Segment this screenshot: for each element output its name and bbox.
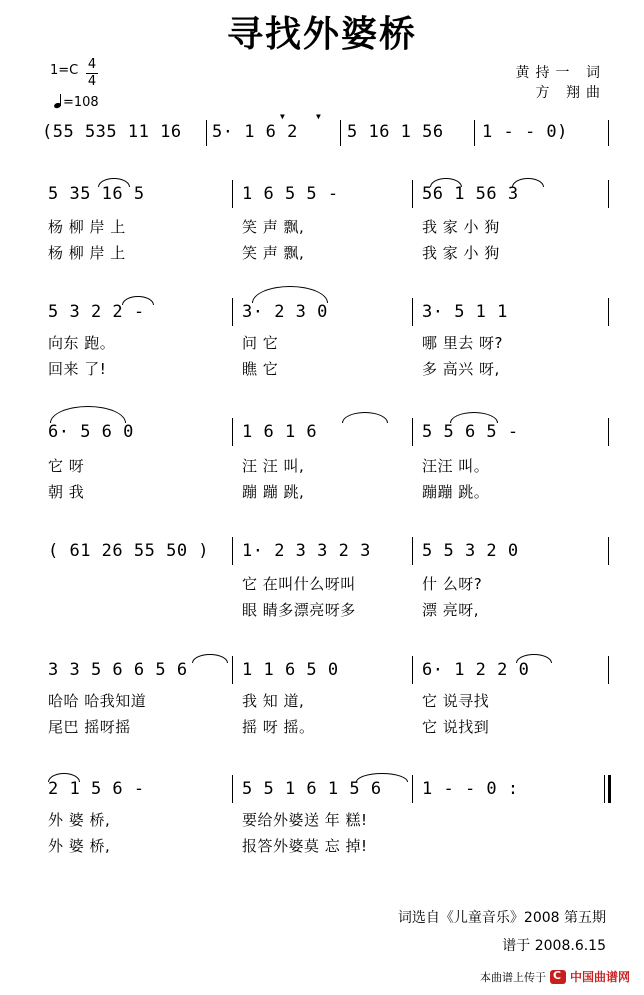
lyric-phrase: 它 呀 (48, 457, 85, 475)
barline (608, 537, 609, 565)
lyric-phrase: 它 在叫什么呀叫 (242, 575, 356, 593)
slur (516, 654, 552, 663)
site-logo-icon (550, 970, 566, 984)
measure: 1· 2 3 3 2 3 (242, 541, 371, 561)
lyric-phrase: 回来 了! (48, 360, 107, 378)
key-signature: 1=C (50, 63, 79, 78)
slur (512, 178, 544, 187)
lyric-phrase: 哈哈 哈我知道 (48, 692, 147, 710)
lyric-phrase: 漂 亮呀, (422, 601, 480, 619)
lyric-phrase: 笑 声 飘, (242, 218, 305, 236)
barline (412, 180, 413, 208)
measure: 1 6 1 6 (242, 422, 318, 442)
notation-line-2 (42, 184, 612, 206)
measure: 5 16 1 56 (347, 122, 444, 142)
measure: 1 6 5 5 - (242, 184, 339, 204)
slur (98, 178, 130, 187)
lyric-phrase: 杨 柳 岸 上 (48, 218, 126, 236)
lyric-phrase: 尾巴 摇呀摇 (48, 718, 131, 736)
barline (412, 418, 413, 446)
lyric-phrase: 蹦蹦 跳。 (422, 483, 490, 501)
measure: 5· 1 6 2 (212, 122, 298, 142)
barline (232, 775, 233, 803)
time-signature (86, 58, 98, 89)
notation-line-7 (42, 779, 612, 801)
measure: 5 3 2 2 - (48, 302, 145, 322)
lyric-phrase: 问 它 (242, 334, 279, 352)
slur (252, 286, 328, 303)
barline (232, 418, 233, 446)
measure: 3 3 5 6 6 5 6 (48, 660, 188, 680)
slur (50, 406, 126, 423)
barline (608, 298, 609, 326)
notation-line-4 (42, 422, 612, 444)
barline (232, 537, 233, 565)
lyric-phrase: 要给外婆送 年 糕! (242, 811, 368, 829)
measure: 1 - - 0 : (422, 779, 519, 799)
measure: 3· 2 3 0 (242, 302, 328, 322)
upload-text: 本曲谱上传于 (479, 970, 546, 984)
slur (192, 654, 228, 663)
barline (608, 120, 609, 146)
measure: 5 35 16 5 (48, 184, 145, 204)
barline (608, 180, 609, 208)
barline (608, 656, 609, 684)
song-title: 寻找外婆桥 (226, 14, 417, 55)
barline (232, 298, 233, 326)
lyric-phrase: 杨 柳 岸 上 (48, 244, 126, 262)
tempo-marking (54, 94, 99, 110)
barline (340, 120, 341, 146)
barline (412, 775, 413, 803)
lyric-phrase: 汪汪 叫。 (422, 457, 490, 475)
lyric-phrase: 它 说找到 (422, 718, 490, 736)
lyric-phrase: 摇 呀 摇。 (242, 718, 315, 736)
accent-mark: ▼ (280, 112, 286, 121)
lyric-phrase: 报答外婆莫 忘 掉! (242, 837, 368, 855)
lyric-phrase: 蹦 蹦 跳, (242, 483, 305, 501)
measure: 5 5 1 6 1 5 6 (242, 779, 382, 799)
lyric-phrase: 哪 里去 呀? (422, 334, 503, 352)
lyric-phrase: 瞧 它 (242, 360, 279, 378)
measure: ( 61 26 55 50 ) (48, 541, 210, 561)
notation-line-1 (42, 112, 612, 144)
time-sig-bottom: 4 (87, 74, 97, 89)
lyric-phrase: 我 家 小 狗 (422, 244, 500, 262)
slur (356, 773, 408, 782)
source-note: 词选自《儿童音乐》2008 第五期 (397, 910, 606, 926)
site-footer (480, 968, 630, 985)
time-sig-top: 4 (87, 57, 97, 72)
lyric-phrase: 什 么呀? (422, 575, 483, 593)
measure: 1 1 6 5 0 (242, 660, 339, 680)
slur (342, 412, 388, 423)
lyric-phrase: 笑 声 飘, (242, 244, 305, 262)
repeat-barline-thick (608, 775, 611, 803)
lyric-phrase: 外 婆 桥, (48, 837, 111, 855)
site-name[interactable]: 中国曲谱网 (569, 970, 630, 984)
measure: 3· 5 1 1 (422, 302, 508, 322)
lyric-phrase: 朝 我 (48, 483, 85, 501)
quarter-note-icon (54, 94, 63, 108)
lyricist-credit: 黄持一 词 (515, 65, 606, 81)
slur (122, 296, 154, 305)
tempo-value: =108 (63, 95, 99, 110)
measure: 56 1 56 3 (422, 184, 519, 204)
lyric-phrase: 眼 睛多漂亮呀多 (242, 601, 356, 619)
barline (232, 180, 233, 208)
repeat-barline (604, 775, 605, 803)
measure: 5 5 6 5 - (422, 422, 519, 442)
date-note: 谱于 2008.6.15 (502, 938, 606, 954)
barline (412, 298, 413, 326)
measure: 1 - - 0) (482, 122, 568, 142)
measure: 5 5 3 2 0 (422, 541, 519, 561)
barline (412, 537, 413, 565)
measure: 6· 5 6 0 (48, 422, 134, 442)
measure: 6· 1 2 2 0 (422, 660, 530, 680)
lyric-phrase: 向东 跑。 (48, 334, 116, 352)
barline (206, 120, 207, 146)
notation-line-5 (42, 541, 612, 563)
lyric-phrase: 汪 汪 叫, (242, 457, 305, 475)
barline (474, 120, 475, 146)
barline (232, 656, 233, 684)
lyric-phrase: 多 高兴 呀, (422, 360, 500, 378)
measure: 2 1 5 6 - (48, 779, 145, 799)
slur (48, 773, 80, 782)
accent-mark: ▼ (316, 112, 322, 121)
lyric-phrase: 它 说寻找 (422, 692, 490, 710)
measure: (55 535 11 16 (42, 122, 182, 142)
composer-credit: 方 翔曲 (535, 85, 606, 101)
barline (608, 418, 609, 446)
slur (430, 178, 462, 187)
barline (412, 656, 413, 684)
lyric-phrase: 外 婆 桥, (48, 811, 111, 829)
lyric-phrase: 我 家 小 狗 (422, 218, 500, 236)
lyric-phrase: 我 知 道, (242, 692, 305, 710)
notation-line-6 (42, 660, 612, 682)
notation-line-3 (42, 302, 612, 324)
slur (450, 412, 498, 423)
